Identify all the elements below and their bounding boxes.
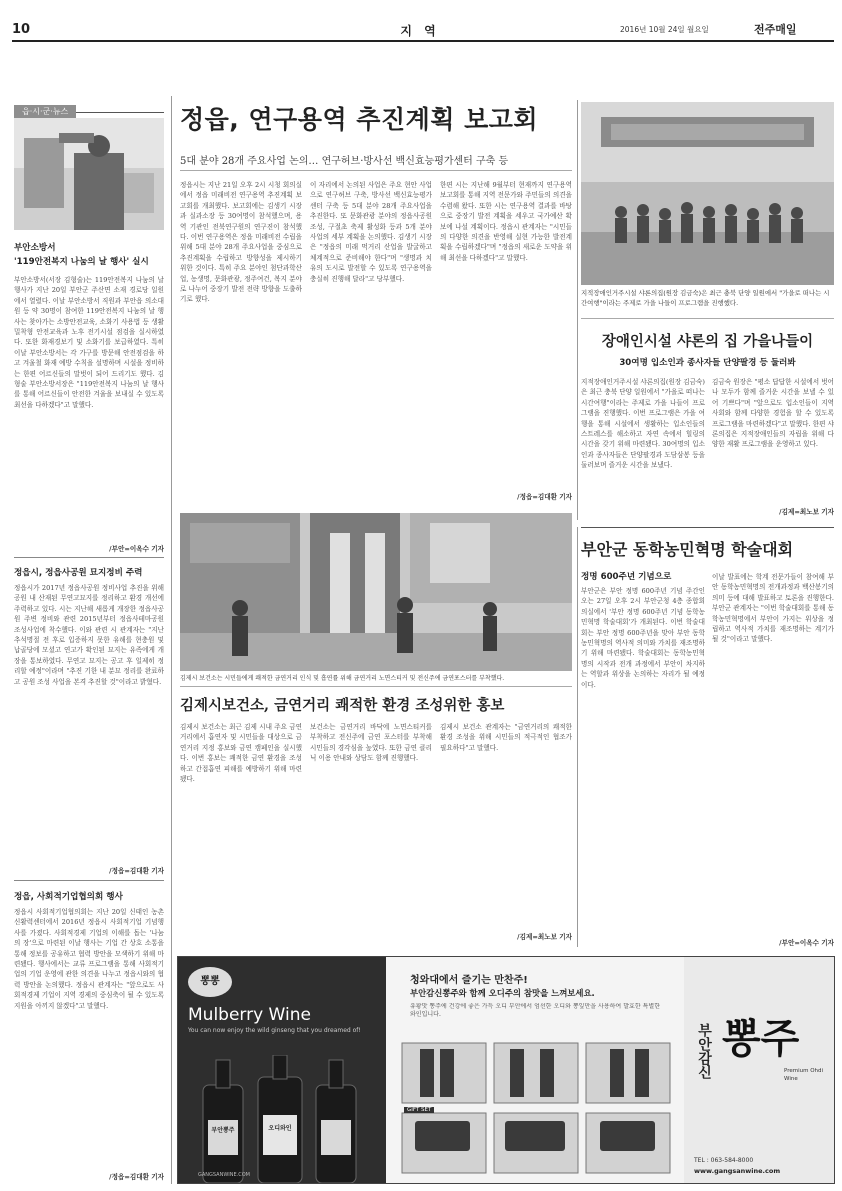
- sharon-headline: 장애인시설 샤론의 집 가을나들이: [601, 333, 814, 350]
- main-col3: 한편 시는 지난해 9월부터 현재까지 연구용역 보고회를 통해 지역 전문가와 주민들의 의견을 수렴해 왔다. 또한 시는 연구용역 결과를 바탕으로 중장기 발전 계획을 세우고 국가예산 확보에 나설 계획이다. 정읍시 관계자는 "시민들의 다양한 의견을 반영해 실현 가능한 발전계획을 수립하겠다"며 "정읍의 새로운 도약을 위해 최선을 다하겠다"고 말했다.: [440, 181, 572, 262]
- main-byline: /정읍=김대환 기자: [517, 493, 572, 501]
- ad-body: 유황맛 뽕주에 건강에 좋은 가득 오디 부안에서 엄선한 오디와 뽕잎만을 사용하여 발효한 특별한 와인입니다.: [410, 1003, 660, 1018]
- ad-bottle2-label: 오디와인: [268, 1125, 292, 1132]
- sharon-photo-caption: 지적장애인거주시설 샤론의집(원장 김금숙)은 최근 충북 단양 일원에서 "가을로 떠나는 시간여행"이라는 주제로 가을 나들이 프로그램을 진행했다.: [581, 289, 830, 307]
- ad-center-panel: [390, 957, 680, 1183]
- ad-brand-kr: 부안감신: [696, 1023, 712, 1079]
- story3-byline: /정읍=김대환 기자: [109, 1173, 164, 1181]
- main-sub-rule: [180, 170, 572, 171]
- ad-left-panel: [178, 957, 386, 1183]
- buan-col2: 이날 발표에는 학계 전문가들이 참여해 부안 동학농민혁명의 전개과정과 백산봉기의 의미 등에 대해 발표하고 토론을 진행한다. 부안군 관계자는 "이번 학술대회를 통해 동학농민혁명에서 부안이 가지는 위상을 정립하고 역사적 가치를 재조명하는 계기가 될 것"이라고 말했다.: [712, 573, 834, 644]
- main-headline: 정읍, 연구용역 추진계획 보고회: [180, 105, 539, 134]
- gimje-street-photo: [180, 513, 572, 671]
- buan-headline: 부안군 동학농민혁명 학술대회: [581, 540, 794, 559]
- ad-right-panel: [684, 957, 834, 1183]
- sharon-byline: /김제=최노보 기자: [779, 508, 834, 516]
- ad-footer-label: GANGSANWINE.COM: [198, 1172, 250, 1178]
- story3-body: 정읍시 사회적기업협의회는 지난 20일 신태인 농촌신활력센터에서 2016년 정읍시 사회적기업 기념행사를 가졌다. 사회적경제 기업의 이해를 돕는 '나눔의 장'으로 마련된 이날 행사는 기업 간 상호 소통을 통해 정보를 공유하고 협력 방안을 모색하기 위해 마련됐다. 행사에서는 교류 프로그램을 통해 사회적기업의 기업 운영에 관한 의견을 나누고 정읍시와의 협력 방안을 논의했다. 정읍시 관계자는 "앞으로도 사회적경제 기업이 지역 경제의 중심축이 될 수 있도록 지원을 아끼지 않겠다"고 말했다.: [14, 908, 164, 1010]
- story1-body: 부안소방서(서장 김형술)는 119안전복지 나눔의 날 행사가 지난 20일 부안군 주산면 소재 경로당 일원에서 열렸다. 이날 부안소방서 직원과 부안읍 의소대원 등 약 30명이 참여한 119안전복지 나눔의 날 행사는 찾아가는 소방안전교육, 소화기 사용법 등 생활밀착형 안전교육과 노후 전기시설 점검을 실시하였다. 또한 화재경보기 및 소화기를 보급하였다. 특히 이날 부안소방서는 각 가구를 방문해 안전점검을 하고 겨울철 화재 예방 수칙을 설명하며 시설을 정비하는 한편 어르신들의 말벗이 되어 드리기도 했다. 김형술 부안소방서장은 "119안전복지 나눔의 날 행사를 통해 어르신들이 안전한 겨울을 보내실 수 있도록 최선을 다하겠다"고 말했다.: [14, 276, 164, 409]
- header-rule: [12, 40, 834, 42]
- story1-byline: /부안=이옥수 기자: [109, 545, 164, 553]
- buan-top-rule: [581, 527, 834, 528]
- gimje-col1: 김제시 보건소는 최근 김제 시내 주요 금연거리에서 흡연자 및 시민들을 대상으로 금연거리 지정 홍보와 금연 캠페인을 실시했다. 이번 홍보는 쾌적한 금연 환경을 조성하고 간접흡연 피해를 예방하기 위해 마련됐다.: [180, 723, 302, 784]
- story2-title: 정읍시, 정읍사공원 묘지정비 주력: [14, 568, 143, 578]
- gimje-col3: 김제시 보건소 관계자는 "금연거리의 쾌적한 환경 조성을 위해 시민들의 적극적인 협조가 필요하다"고 말했다.: [440, 723, 572, 752]
- column-tag-label: 읍·시·군·뉴스: [14, 105, 76, 118]
- story2-body: 정읍시가 2017년 정읍사공원 정비사업 추진을 위해 공원 내 산재된 무연고묘지를 정리하고 환경 개선에 주력하고 있다. 시는 지난해 새롭게 개장한 정읍사공원 주변 정비와 관련 2015년부터 정읍사테마공원 조성사업에 착수했다. 이와 관련 시 관계자는 "지난 추석명절 전 후로 입증하지 못한 유해를 현충원 및 납골당에 모셨고 연고가 확인된 묘지는 유족에게 개장을 통보하였다. 무연고 묘지는 공고 후 일제히 정리할 예정"이라며 "추진 기한 내 분묘 정리를 완료하고 공원 조성 사업을 본격 추진할 것"이라고 밝혔다.: [14, 584, 164, 686]
- sharon-caption-rule: [581, 318, 834, 319]
- story1-title: '119안전복지 나눔의 날 행사' 실시: [14, 257, 149, 267]
- ad-tel: TEL : 063-584-8000: [694, 1157, 754, 1164]
- paper-name: 전주매일: [754, 23, 797, 36]
- right-divider-2: [577, 527, 578, 947]
- ad-brand-big: 뽕주: [722, 1015, 800, 1062]
- story3-title: 정읍, 사회적기업협의회 행사: [14, 892, 123, 902]
- gimje-headline: 김제시보건소, 금연거리 쾌적한 환경 조성위한 홍보: [180, 697, 505, 714]
- ad-tagline-en: You can now enjoy the wild ginseng that you dreamed of!: [188, 1027, 361, 1034]
- buan-byline: /부안=이옥수 기자: [779, 939, 834, 947]
- main-subhead: 5대 분야 28개 주요사업 논의… 연구허브·방사선 백신효능평가센터 구축 등: [180, 156, 509, 167]
- sharon-subhead: 30여명 입소인과 종사자들 단양팔경 등 둘러봐: [619, 358, 796, 368]
- sharon-col1: 지적장애인거주시설 샤론의집(원장 김금숙)은 최근 충북 단양 일원에서 "가을로 떠나는 시간여행"이라는 주제로 가을 나들이 프로그램을 진행했다. 이번 프로그램은 가을 여행을 통해 시설에서 생활하는 입소인들의 스트레스를 해소하고 자연 속에서 힐링의 시간을 갖기 위해 마련됐다. 30여명의 입소인과 종사자들은 단양팔경과 도담삼봉 등을 둘러보며 즐거운 시간을 보냈다.: [581, 378, 705, 470]
- sharon-group-photo: [581, 102, 834, 285]
- ad-headline: 청와대에서 즐기는 만찬주!: [410, 975, 528, 986]
- sharon-col2: 김금숙 원장은 "평소 답답한 시설에서 벗어나 모두가 함께 즐거운 시간을 보낼 수 있어 기쁘다"며 "앞으로도 입소인들이 지역사회와 함께 다양한 경험을 할 수 있도록 프로그램을 마련하겠다"고 말했다. 한편 샤론의집은 지적장애인들의 자립을 위해 다양한 재활 프로그램을 운영하고 있다.: [712, 378, 834, 449]
- main-col2: 이 자리에서 논의된 사업은 주요 현안 사업으로 연구허브 구축, 방사선 백신효능평가센터 구축 등 5대 분야 28개 주요사업을 추진한다. 또 문화관광 분야의 정읍사공원 조성, 구절초 축제 활성화 등과 5개 분야 사업의 세부 계획을 논의했다. 김생기 시장은 "정읍의 미래 먹거리 산업을 발굴하고 체계적으로 준비해야 한다"며 "생명과 치유의 도시로 발전할 수 있도록 연구용역을 충실히 진행해 달라"고 당부했다.: [310, 181, 432, 283]
- sidebar-rule-2: [14, 880, 164, 881]
- buan-subhead: 정명 600주년 기념으로: [581, 572, 672, 582]
- ad-web: www.gangsanwine.com: [694, 1167, 781, 1175]
- gimje-col2: 보건소는 금연거리 바닥에 노면스티커를 부착하고 전신주에 금연 포스터를 부착해 시민들의 경각심을 높였다. 또한 금연 클리닉 이용 안내와 상담도 함께 진행했다.: [310, 723, 432, 763]
- section-title: 지 역: [400, 24, 440, 38]
- issue-date: 2016년 10월 24일 월요일: [620, 25, 709, 34]
- ad-bottle1-label: 부안뽕주: [211, 1127, 235, 1134]
- gimje-photo-caption: 김제시 보건소는 시민들에게 쾌적한 금연거리 인식 및 흡연률 위해 금연거리 노면스티커 및 전신주에 금연포스터를 부착했다.: [180, 675, 505, 682]
- story2-byline: /정읍=김대환 기자: [109, 867, 164, 875]
- gimje-byline: /김제=최노보 기자: [517, 933, 572, 941]
- ad-product-grid: [400, 1041, 676, 1179]
- firefighter-photo: [14, 118, 164, 230]
- gimje-caption-rule: [180, 686, 572, 687]
- story1-org: 부안소방서: [14, 243, 56, 253]
- main-col1: 정읍시는 지난 21일 오후 2시 시청 회의실에서 정읍 미래비전 연구용역 추진계획 보고회를 개최했다. 보고회에는 김생기 시장과 실과소장 등 30여명이 참석했으며, 용역 기관인 전북연구원의 연구진이 참석했다. 이번 연구용역은 정읍 미래비전 수립을 위해 5대 분야 28개 주요사업을 중심으로 추진계획을 수립하고 방향성을 제시하기 위한 것이다. 특히 주요 분야인 첨단과학산업, 농생명, 문화관광, 정주여건, 복지 분야로 나누어 중장기 발전 전략 방향을 도출하기로 했다.: [180, 181, 302, 304]
- column-tag: [14, 99, 164, 116]
- right-divider: [577, 100, 578, 520]
- ad-premium: Premium Ohdi Wine: [784, 1068, 824, 1082]
- page-number: 10: [12, 22, 31, 37]
- ad-bottles-graphic: [188, 1055, 378, 1183]
- ad-product-en: Mulberry Wine: [188, 1005, 311, 1025]
- ad-subline: 부안감신뽕주와 함께 오디주의 참맛을 느껴보세요.: [410, 988, 595, 998]
- buan-col1: 부안군은 부안 정명 600주년 기념 주간인 오는 27일 오후 2시 부안군청 4층 종합회의실에서 '부안 정명 600주년 기념 동학농민혁명 학술대회'가 개최된다. 이번 학술대회는 부안 정명 600주년을 맞아 부안 동학농민혁명의 역사적 의미와 가치를 재조명하기 위해 마련됐다. 학술대회는 동학농민혁명의 시작과 전개 과정에서 부안이 차지하는 역할과 위상을 논의하는 자리가 될 예정이다.: [581, 587, 705, 689]
- mulberry-wine-ad: [177, 956, 835, 1184]
- ad-gift-set-label: GIFT SET: [404, 1107, 434, 1113]
- sidebar-divider: [171, 96, 172, 1184]
- ad-brand-logo: 뽕뽕: [188, 967, 232, 997]
- sidebar-rule-1: [14, 557, 164, 558]
